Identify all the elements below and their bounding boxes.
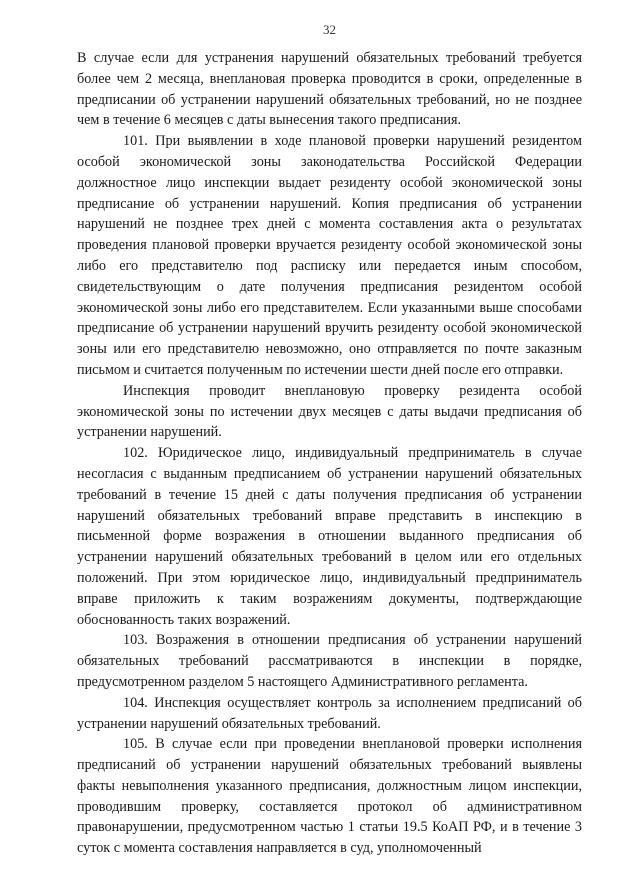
- paragraph-continuation: В случае если для устранения нарушений обязательных требований требуется более чем 2 месяца, внеплановая проверка проводится в сроки, определенные в предписании об устранении нарушений обязательных требований, но не позднее чем в течение 6 месяцев с даты вынесения такого предписания.: [77, 50, 582, 129]
- paragraph-104: 104. Инспекция осуществляет контроль за исполнением предписаний об устранении нарушений обязательных требований.: [77, 694, 582, 732]
- page-number: 32: [323, 22, 336, 37]
- document-body: [77, 34, 582, 859]
- paragraph-101: 101. При выявлении в ходе плановой проверки нарушений резидентом особой экономической зоны законодательства Российской Федерации должностное лицо инспекции выдает резиденту особой экономической зоны предписание об устранении нарушений. Копия предписания об устранении нарушений не позднее трех дней с момента составления акта о результатах проведения плановой проверки вручается резиденту особой экономической зоны либо его представителю под расписку или передается иным способом, свидетельствующим о дате получения предписания резидентом особой экономической зоны либо его представителем. Если указанными выше способами предписание об устранении нарушений вручить резиденту особой экономической зоны или его представителю невозможно, оно отправляется по почте заказным письмом и считается полученным по истечении шести дней после его отправки.: [77, 133, 582, 378]
- paragraph-103: 103. Возражения в отношении предписания об устранении нарушений обязательных требований рассматриваются в инспекции в порядке, предусмотренном разделом 5 настоящего Административного регламента.: [77, 632, 582, 690]
- paragraph-102: 102. Юридическое лицо, индивидуальный предприниматель в случае несогласия с выданным предписанием об устранении нарушений обязательных требований в течение 15 дней с даты получения предписания об устранении нарушений обязательных требований вправе представить в инспекцию в письменной форме возражения в отношении выданного предписания об устранении нарушений обязательных требований в целом или его отдельных положений. При этом юридическое лицо, индивидуальный предприниматель вправе приложить к таким возражениям документы, подтверждающие обоснованность таких возражений.: [77, 445, 582, 628]
- paragraph-105: 105. В случае если при проведении внеплановой проверки исполнения предписаний об устранении нарушений обязательных требований выявлены факты невыполнения указанного предписания, должностным лицом инспекции, проводившим проверку, составляется протокол об административном правонарушении, предусмотренном частью 1 статьи 19.5 КоАП РФ, и в течение 3 суток с момента составления направляется в суд, уполномоченный: [77, 736, 582, 857]
- paragraph-inspection: Инспекция проводит внеплановую проверку резидента особой экономической зоны по истечении двух месяцев с даты выдачи предписания об устранении нарушений.: [77, 382, 582, 441]
